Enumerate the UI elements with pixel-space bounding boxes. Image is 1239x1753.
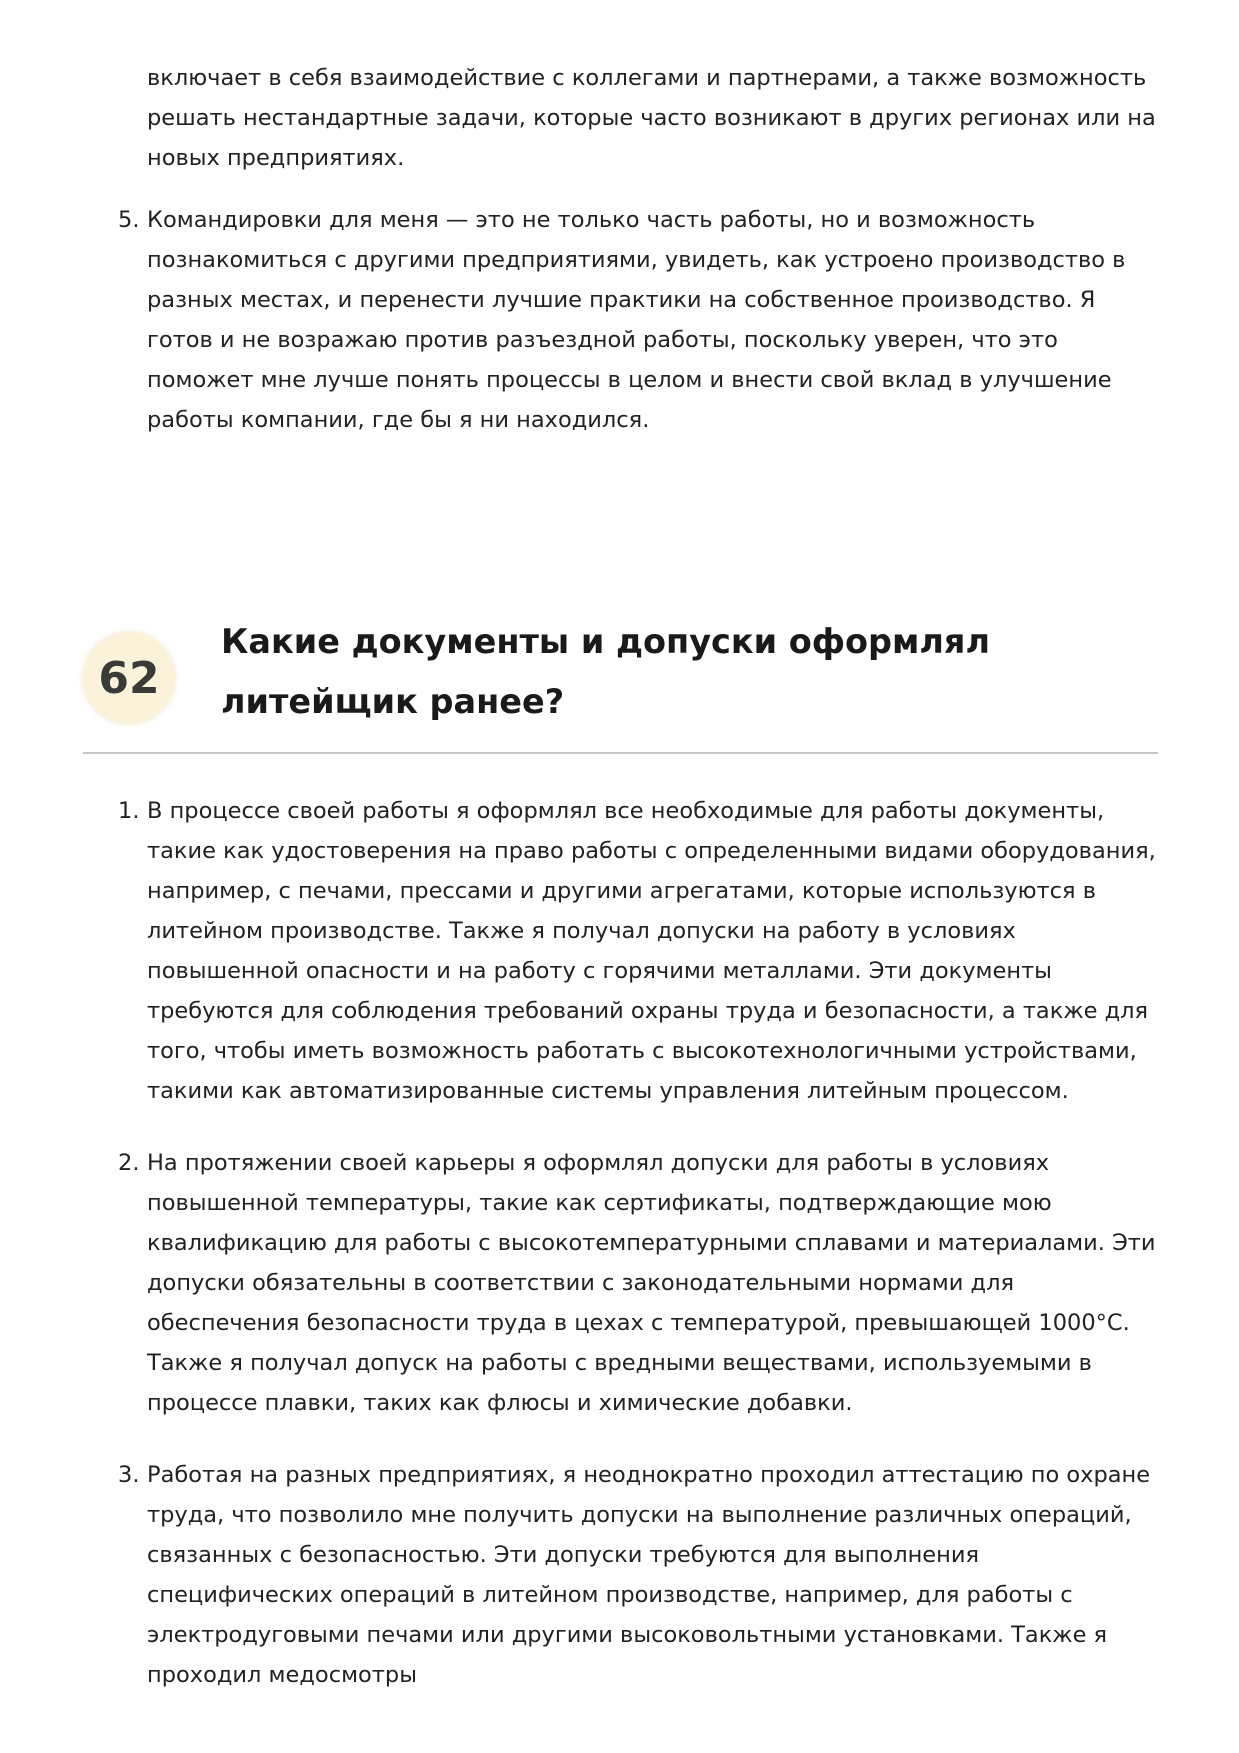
list-item (118, 200, 1158, 440)
list-item-text: На протяжении своей карьеры я оформлял допуски для работы в условиях повышенной температуры, такие как сертификаты, подтверждающие мою квалификацию для работы с высокотемпературными сплавами и материалами. Эти допуски обязательны в соответствии с законодательными нормами для обеспечения безопасности труда в цехах с температурой, превышающей 1000°C. Также я получал допуск на работы с вредными веществами, используемыми в процессе плавки, таких как флюсы и химические добавки. (147, 1150, 1156, 1416)
list-item-text: Командировки для меня — это не только часть работы, но и возможность познакомиться с другими предприятиями, увидеть, как устроено производство в разных местах, и перенести лучшие практики на собственное производство. Я готов и не возражаю против разъездной работы, поскольку уверен, что это поможет мне лучше понять процессы в целом и внести свой вклад в улучшение работы компании, где бы я ни находился. (147, 207, 1126, 433)
list-item (118, 1143, 1158, 1423)
section-heading (83, 612, 1158, 754)
list-item (118, 1455, 1158, 1695)
section-title: Какие документы и допуски оформлял литейщик ранее? (221, 622, 990, 721)
list-item-text: В процессе своей работы я оформлял все необходимые для работы документы, такие как удостоверения на право работы с определенными видами оборудования, например, с печами, прессами и другими агрегатами, которые используются в литейном производстве. Также я получал допуски на работу в условиях повышенной опасности и на работу с горячими металлами. Эти документы требуются для соблюдения требований охраны труда и безопасности, а также для того, чтобы иметь возможность работать с высокотехнологичными устройствами, такими как автоматизированные системы управления литейным процессом. (147, 798, 1156, 1104)
list-item-number: 5. (118, 207, 140, 233)
list-item-text: включает в себя взаимодействие с коллегами и партнерами, а также возможность решать нестандартные задачи, которые часто возникают в других регионах или на новых предприятиях. (147, 65, 1156, 171)
list-item-number: 3. (118, 1462, 140, 1488)
list-item (118, 791, 1158, 1111)
list-item-text: Работая на разных предприятиях, я неоднократно проходил аттестацию по охране труда, что позволило мне получить допуски на выполнение различных операций, связанных с безопасностью. Эти допуски требуются для выполнения специфических операций в литейном производстве, например, для работы с электродуговыми печами или другими высоковольтными установками. Также я проходил медосмотры (147, 1462, 1151, 1688)
list-item-number: 1. (118, 798, 140, 824)
list-item-continued (118, 58, 1158, 178)
section-number-badge: 62 (83, 632, 175, 724)
list-item-number: 2. (118, 1150, 140, 1176)
